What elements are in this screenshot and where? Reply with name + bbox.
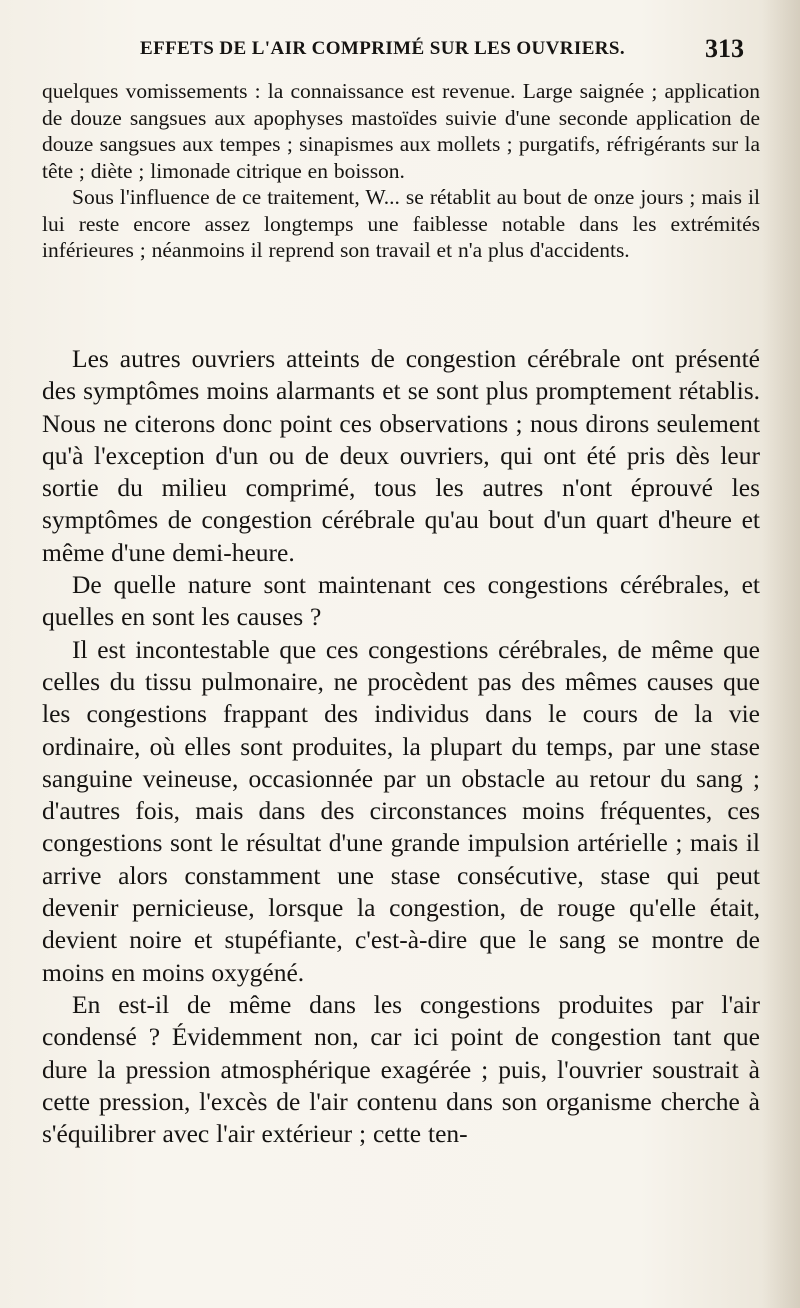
paragraph: En est-il de même dans les congestions produites par l'air condensé ? Évidemment non, car ici point de congestion tant que dure la pression atmosphérique exagérée ; puis, l'ouvrier soustrait à cette pression, l'excès de l'air contenu dans son organisme cherche à s'équilibrer avec l'air extérieur ; cette ten-: [42, 989, 760, 1149]
page-header: [140, 34, 750, 64]
page-edge-shadow: [762, 0, 800, 1308]
paragraph: Sous l'influence de ce traitement, W... se rétablit au bout de onze jours ; mais il lui reste encore assez longtemps une faiblesse notable dans les extrémités inférieures ; néanmoins il reprend son travail et n'a plus d'accidents.: [42, 185, 760, 262]
paragraph: De quelle nature sont maintenant ces congestions cérébrales, et quelles en sont les causes ?: [42, 570, 760, 632]
paragraph: Il est incontestable que ces congestions cérébrales, de même que celles du tissu pulmonaire, ne procèdent pas des mêmes causes que les congestions frappant des individus dans le cours de la vie ordinaire, où elles sont produites, la plupart du temps, par une stase sanguine veineuse, occasionnée par un obstacle au retour du sang ; d'autres fois, mais dans des circonstances moins fréquentes, ces congestions sont le résultat d'une grande impulsion artérielle ; mais il arrive alors constamment une stase consécutive, stase qui peut devenir pernicieuse, lorsque la congestion, de rouge qu'elle était, devient noire et stupéfiante, c'est-à-dire que le sang se montre de moins en moins oxygéné.: [42, 634, 760, 987]
main-text: [42, 343, 760, 1150]
running-title: EFFETS DE L'AIR COMPRIMÉ SUR LES OUVRIERS.: [140, 38, 626, 59]
case-note-text: [42, 78, 760, 264]
paragraph: quelques vomissements : la connaissance est revenue. Large saignée ; application de douze sangsues aux apophyses mastoïdes suivie d'une seconde application de douze sangsues aux tempes ; sinapismes aux mollets ; purgatifs, réfrigérants sur la tête ; diète ; limonade citrique en boisson.: [42, 79, 760, 183]
page-number: 313: [705, 34, 744, 63]
paragraph: Les autres ouvriers atteints de congestion cérébrale ont présenté des symptômes moins alarmants et se sont plus promptement rétablis. Nous ne citerons donc point ces observations ; nous dirons seulement qu'à l'exception d'un ou de deux ouvriers, qui ont été pris dès leur sortie du milieu comprimé, tous les autres n'ont éprouvé les symptômes de congestion cérébrale qu'au bout d'un quart d'heure et même d'une demi-heure.: [42, 344, 760, 567]
